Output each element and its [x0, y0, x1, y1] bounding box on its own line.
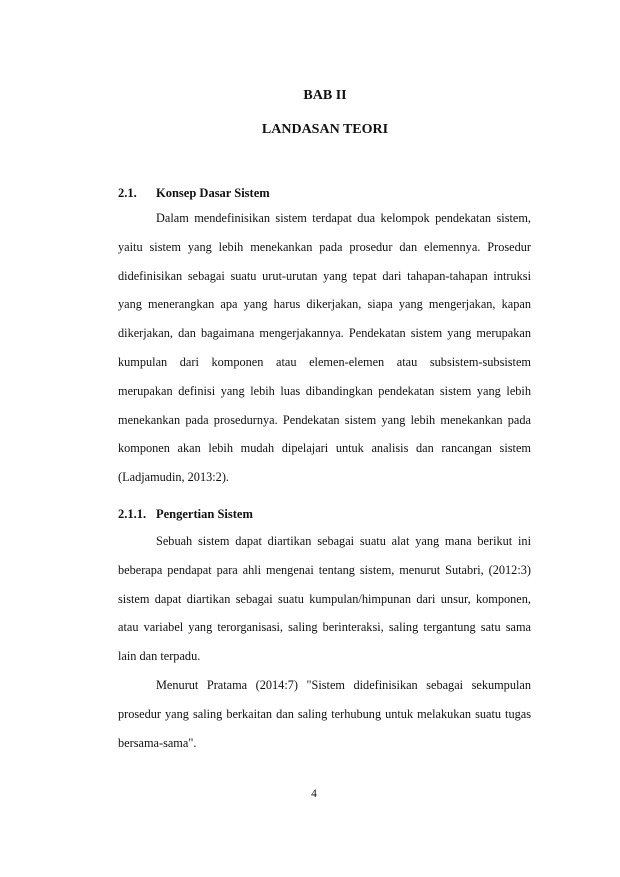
section-heading-2-1	[118, 186, 270, 201]
page-number: 4	[311, 788, 317, 800]
section-heading-2-1-1	[118, 507, 253, 522]
chapter-label: BAB II	[303, 88, 347, 103]
section-2-1-1-paragraph-1: Sebuah sistem dapat diartikan sebagai suatu alat yang mana berikut ini beberapa pendapat para ahli mengenai tentang sistem, menurut Sutabri, (2012:3) sistem dapat diartikan sebagai suatu kumpulan/himpunan dari unsur, komponen, atau variabel yang terorganisasi, saling berinteraksi, saling tergantung satu sama lain dan terpadu.	[118, 534, 531, 664]
section-number: 2.1.1.	[118, 507, 147, 521]
section-title: Pengertian Sistem	[156, 507, 253, 521]
section-title: Konsep Dasar Sistem	[156, 186, 270, 200]
section-2-1-1-paragraph-2: Menurut Pratama (2014:7) "Sistem didefinisikan sebagai sekumpulan prosedur yang saling berkaitan dan saling terhubung untuk melakukan suatu tugas bersama-sama".	[118, 678, 531, 750]
section-number: 2.1.	[118, 186, 137, 200]
section-2-1-paragraph: Dalam mendefinisikan sistem terdapat dua kelompok pendekatan sistem, yaitu sistem yang lebih menekankan pada prosedur dan elemennya. Prosedur didefinisikan sebagai suatu urut-urutan yang tepat dari tahapan-tahapan intruksi yang menerangkan apa yang harus dikerjakan, siapa yang mengerjakan, kapan dikerjakan, dan bagaimana mengerjakannya. Pendekatan sistem yang merupakan kumpulan dari komponen atau elemen-elemen atau subsistem-subsistem merupakan definisi yang lebih luas dibandingkan pendekatan sistem yang lebih menekankan pada prosedurnya. Pendekatan sistem yang lebih menekankan pada komponen akan lebih mudah dipelajari untuk analisis dan rancangan sistem (Ladjamudin, 2013:2).	[118, 211, 531, 485]
chapter-title: LANDASAN TEORI	[261, 122, 389, 137]
